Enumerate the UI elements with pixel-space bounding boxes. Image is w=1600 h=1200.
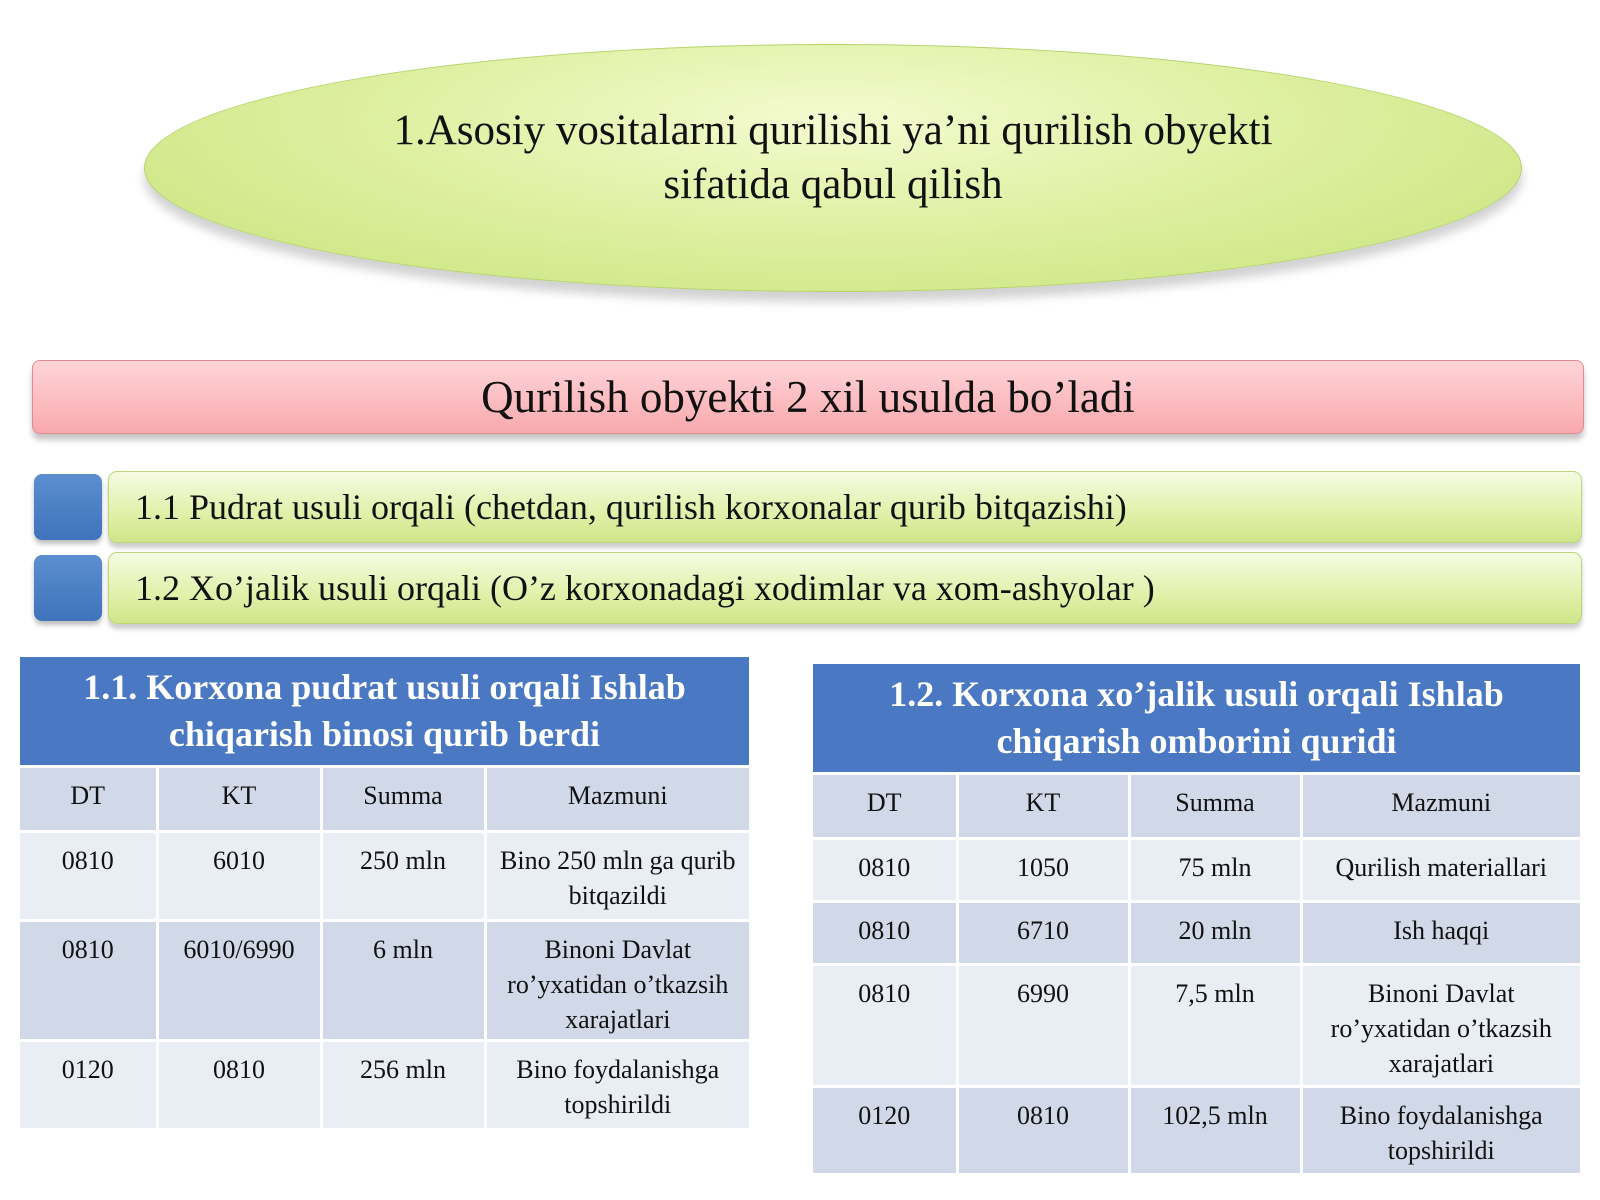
- slide-title: [353, 104, 1313, 212]
- col-header-mazmuni: Mazmuni: [485, 768, 749, 831]
- cell-summa: 6 mln: [321, 920, 485, 1040]
- table-row: [20, 920, 749, 1040]
- table2-title: [813, 664, 1580, 775]
- cell-kt: 1050: [957, 838, 1129, 901]
- cell-summa: 256 mln: [321, 1040, 485, 1129]
- cell-kt: 0810: [957, 1086, 1129, 1174]
- table-row: [20, 1040, 749, 1129]
- cell-dt: 0810: [20, 831, 157, 920]
- cell-dt: 0810: [813, 901, 957, 964]
- contract-method-table: [20, 657, 749, 1131]
- cell-mazmuni: Ish haqqi: [1301, 901, 1580, 964]
- method-marker-2: [34, 555, 102, 621]
- cell-kt: 6710: [957, 901, 1129, 964]
- method-marker-1: [34, 474, 102, 540]
- table-row: [813, 964, 1580, 1086]
- table-row: [813, 901, 1580, 964]
- table2-title-line1: 1.2. Korxona xo’jalik usuli orqali Ishlab: [889, 674, 1504, 714]
- method-item-1: 1.1 Pudrat usuli orqali (chetdan, qurilish korxonalar qurib bitqazishi): [108, 471, 1582, 543]
- cell-summa: 102,5 mln: [1129, 1086, 1301, 1174]
- cell-dt: 0120: [20, 1040, 157, 1129]
- table1-title-line2: chiqarish binosi qurib berdi: [168, 714, 601, 754]
- cell-dt: 0810: [20, 920, 157, 1040]
- title-ellipse: [144, 44, 1522, 292]
- cell-mazmuni: Bino foydalanishga topshirildi: [1301, 1086, 1580, 1174]
- methods-banner: Qurilish obyekti 2 xil usulda bo’ladi: [32, 360, 1584, 434]
- cell-summa: 7,5 mln: [1129, 964, 1301, 1086]
- cell-summa: 75 mln: [1129, 838, 1301, 901]
- cell-kt: 6990: [957, 964, 1129, 1086]
- cell-summa: 250 mln: [321, 831, 485, 920]
- cell-dt: 0120: [813, 1086, 957, 1174]
- table-header-row: [20, 768, 749, 831]
- table-header-row: [813, 775, 1580, 838]
- cell-mazmuni: Bino 250 mln ga qurib bitqazildi: [485, 831, 749, 920]
- table2-grid: [813, 775, 1580, 1176]
- cell-kt: 6010: [157, 831, 321, 920]
- cell-mazmuni: Binoni Davlat ro’yxatidan o’tkazsih xarajatlari: [1301, 964, 1580, 1086]
- table-row: [813, 838, 1580, 901]
- method-item-2: 1.2 Xo’jalik usuli orqali (O’z korxonadagi xodimlar va xom-ashyolar ): [108, 552, 1582, 624]
- cell-mazmuni: Qurilish materiallari: [1301, 838, 1580, 901]
- cell-dt: 0810: [813, 838, 957, 901]
- cell-summa: 20 mln: [1129, 901, 1301, 964]
- cell-mazmuni: Bino foydalanishga topshirildi: [485, 1040, 749, 1129]
- table1-grid: [20, 768, 749, 1131]
- col-header-summa: Summa: [321, 768, 485, 831]
- slide-title-line2: sifatida qabul qilish: [663, 161, 1003, 208]
- col-header-dt: DT: [20, 768, 157, 831]
- slide-title-line1: 1.Asosiy vositalarni qurilishi ya’ni qurilish obyekti: [393, 107, 1273, 154]
- table-row: [813, 1086, 1580, 1174]
- col-header-dt: DT: [813, 775, 957, 838]
- cell-dt: 0810: [813, 964, 957, 1086]
- col-header-mazmuni: Mazmuni: [1301, 775, 1580, 838]
- col-header-kt: KT: [957, 775, 1129, 838]
- table-row: [20, 831, 749, 920]
- cell-kt: 6010/6990: [157, 920, 321, 1040]
- col-header-summa: Summa: [1129, 775, 1301, 838]
- household-method-table: [813, 664, 1580, 1176]
- table1-title-line1: 1.1. Korxona pudrat usuli orqali Ishlab: [83, 667, 686, 707]
- table2-title-line2: chiqarish omborini quridi: [996, 721, 1397, 761]
- cell-kt: 0810: [157, 1040, 321, 1129]
- col-header-kt: KT: [157, 768, 321, 831]
- cell-mazmuni: Binoni Davlat ro’yxatidan o’tkazsih xarajatlari: [485, 920, 749, 1040]
- table1-title: [20, 657, 749, 768]
